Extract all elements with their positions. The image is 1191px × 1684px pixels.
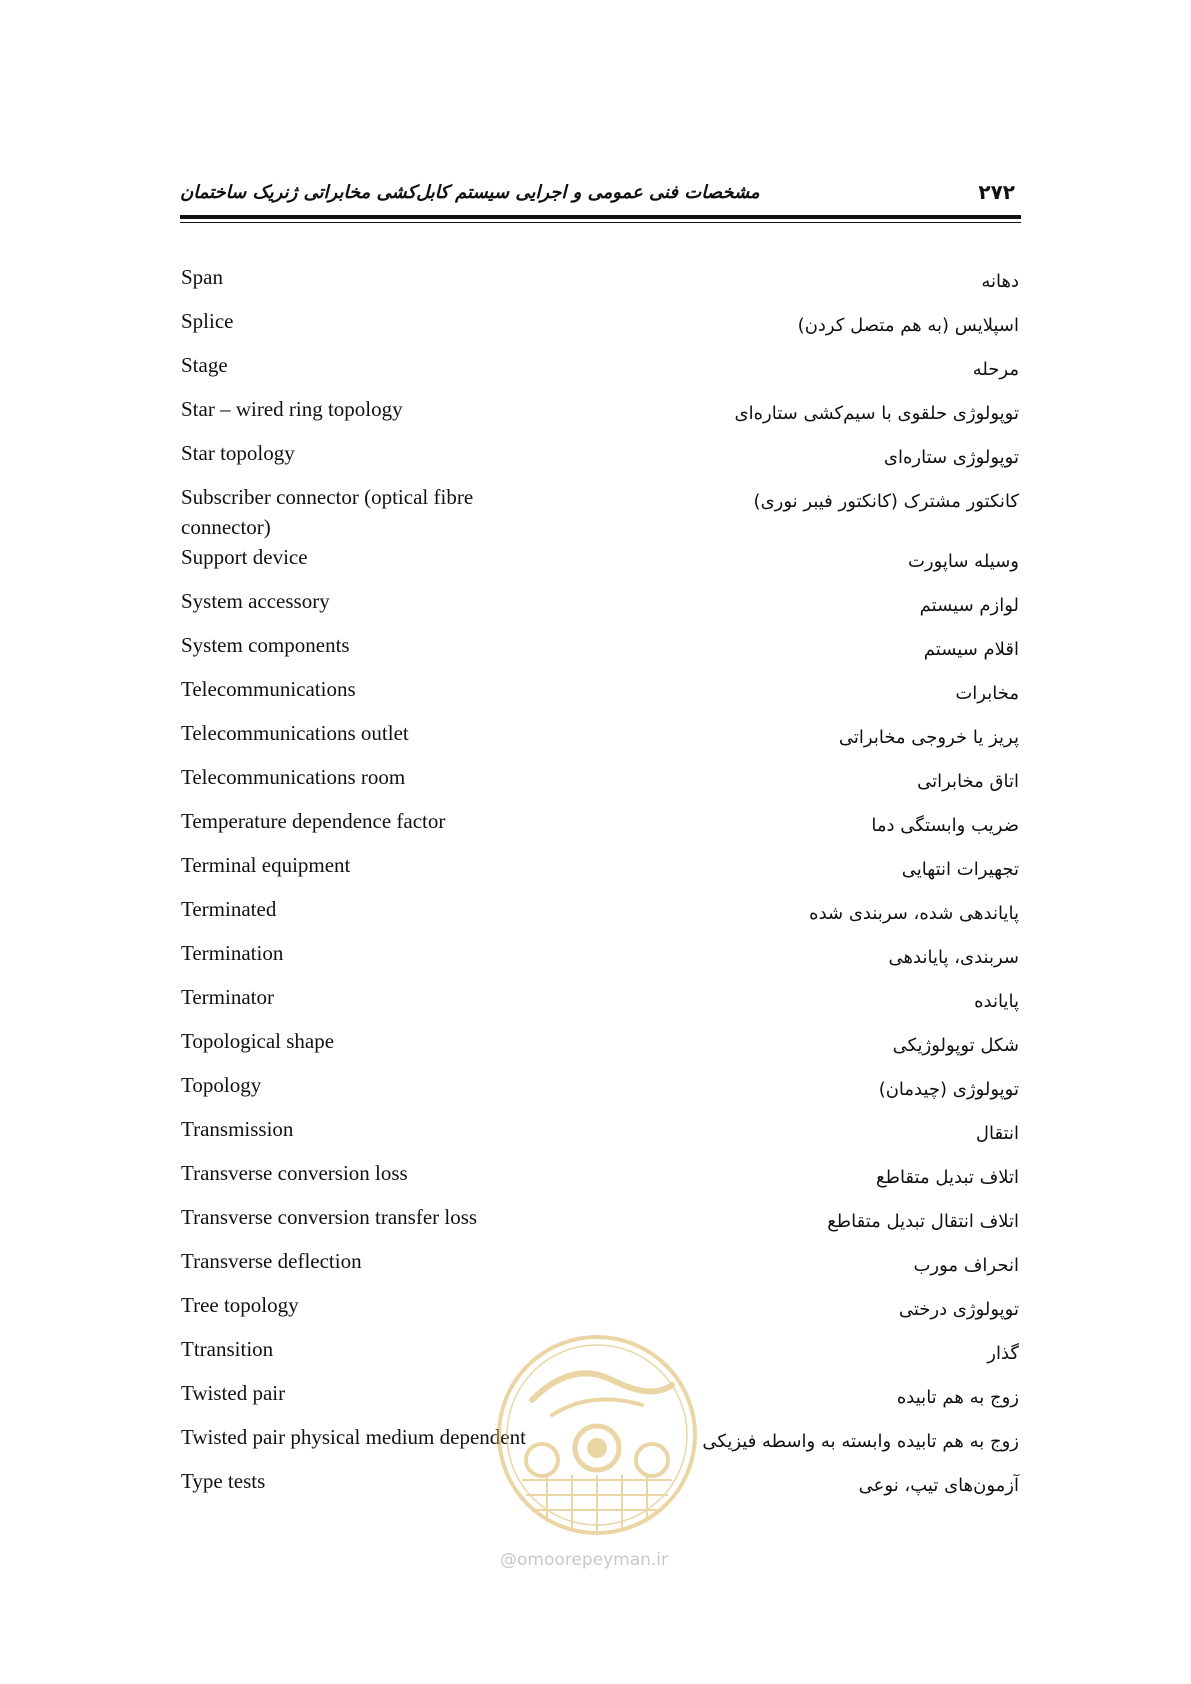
english-term: Ttransition — [181, 1337, 274, 1361]
glossary-row — [181, 894, 1019, 938]
glossary-list — [181, 262, 1019, 1510]
persian-term: اتلاف تبدیل متقاطع — [876, 1167, 1019, 1188]
english-term: Star – wired ring topology — [181, 397, 403, 421]
persian-term: زوج به هم تابیده — [896, 1387, 1019, 1408]
watermark-logo-icon — [492, 1330, 702, 1540]
english-term: Subscriber connector (optical fibre connector) — [181, 485, 474, 539]
header-rule-thin — [180, 222, 1021, 223]
persian-term: اتلاف انتقال تبدیل متقاطع — [827, 1211, 1019, 1232]
glossary-row — [181, 262, 1019, 306]
persian-term: کانکتور مشترک (کانکتور فیبر نوری) — [753, 491, 1019, 512]
persian-term: مرحله — [972, 359, 1019, 380]
glossary-row — [181, 306, 1019, 350]
glossary-row — [181, 850, 1019, 894]
english-term: Terminator — [181, 985, 274, 1009]
english-term: Twisted pair — [181, 1381, 286, 1405]
english-term: Termination — [181, 941, 284, 965]
glossary-row — [181, 806, 1019, 850]
english-term: Temperature dependence factor — [181, 809, 446, 833]
english-term: Terminated — [181, 897, 277, 921]
english-term: System components — [181, 633, 350, 657]
persian-term: توپولوژی درختی — [898, 1299, 1019, 1320]
glossary-row — [181, 1202, 1019, 1246]
glossary-row — [181, 1246, 1019, 1290]
persian-term: پایانده — [974, 991, 1019, 1012]
persian-term: توپولوژی حلقوی با سیم‌کشی ستاره‌ای — [734, 403, 1019, 424]
english-term: Topological shape — [181, 1029, 335, 1053]
glossary-row — [181, 1026, 1019, 1070]
persian-term: لوازم سیستم — [919, 595, 1019, 616]
persian-term: اسپلایس (به هم متصل کردن) — [797, 315, 1019, 336]
glossary-row — [181, 438, 1019, 482]
persian-term: توپولوژی ستاره‌ای — [883, 447, 1019, 468]
persian-term: پریز یا خروجی مخابراتی — [838, 727, 1019, 748]
english-term: Support device — [181, 545, 308, 569]
glossary-row — [181, 718, 1019, 762]
persian-term: تجهیرات انتهایی — [901, 859, 1019, 880]
glossary-row — [181, 1158, 1019, 1202]
persian-term: اقلام سیستم — [923, 639, 1019, 660]
english-term: Span — [181, 265, 223, 289]
persian-term: وسیله ساپورت — [907, 551, 1019, 572]
glossary-row — [181, 350, 1019, 394]
english-term: Telecommunications room — [181, 765, 406, 789]
watermark-url: @omoorepeyman.ir — [500, 1550, 669, 1570]
glossary-row — [181, 1114, 1019, 1158]
glossary-row — [181, 938, 1019, 982]
english-term: Telecommunications — [181, 677, 356, 701]
english-term: Twisted pair physical medium dependent — [181, 1425, 526, 1449]
english-term: Transmission — [181, 1117, 294, 1141]
page-header — [180, 178, 1021, 212]
english-term: Splice — [181, 309, 234, 333]
english-term: Transverse conversion transfer loss — [181, 1205, 478, 1229]
english-term: Star topology — [181, 441, 295, 465]
english-term: Type tests — [181, 1469, 266, 1493]
page-number: ۲۷۲ — [978, 180, 1015, 204]
persian-term: توپولوژی (چیدمان) — [878, 1079, 1019, 1100]
persian-term: شکل توپولوژیکی — [892, 1035, 1019, 1056]
persian-term: سربندی، پایاندهی — [888, 947, 1019, 968]
running-title: مشخصات فنی عمومی و اجرایی سیستم کابل‌کشی مخابراتی ژنریک ساختمان — [180, 182, 760, 203]
persian-term: انتقال — [975, 1123, 1019, 1144]
glossary-row — [181, 394, 1019, 438]
glossary-row — [181, 762, 1019, 806]
english-term: Tree topology — [181, 1293, 299, 1317]
glossary-row — [181, 482, 1019, 542]
glossary-row — [181, 1070, 1019, 1114]
glossary-row — [181, 586, 1019, 630]
glossary-row — [181, 1290, 1019, 1334]
persian-term: انحراف مورب — [913, 1255, 1019, 1276]
english-term: Topology — [181, 1073, 262, 1097]
persian-term: پایاندهی شده، سربندی شده — [809, 903, 1019, 924]
persian-term: دهانه — [981, 271, 1019, 292]
english-term: Terminal equipment — [181, 853, 351, 877]
persian-term: آزمون‌های تیپ، نوعی — [858, 1475, 1019, 1496]
glossary-row — [181, 542, 1019, 586]
english-term: Telecommunications outlet — [181, 721, 409, 745]
english-term: Transverse conversion loss — [181, 1161, 408, 1185]
english-term: Stage — [181, 353, 228, 377]
english-term: System accessory — [181, 589, 330, 613]
persian-term: مخابرات — [955, 683, 1019, 704]
persian-term: اتاق مخابراتی — [917, 771, 1019, 792]
persian-term: گذار — [987, 1343, 1019, 1364]
glossary-row — [181, 982, 1019, 1026]
glossary-row — [181, 674, 1019, 718]
persian-term: ضریب وابستگی دما — [871, 815, 1019, 836]
glossary-row — [181, 630, 1019, 674]
persian-term: زوج به هم تابیده وابسته به واسطه فیزیکی — [702, 1431, 1019, 1452]
header-rule-thick — [180, 215, 1021, 219]
english-term: Transverse deflection — [181, 1249, 362, 1273]
